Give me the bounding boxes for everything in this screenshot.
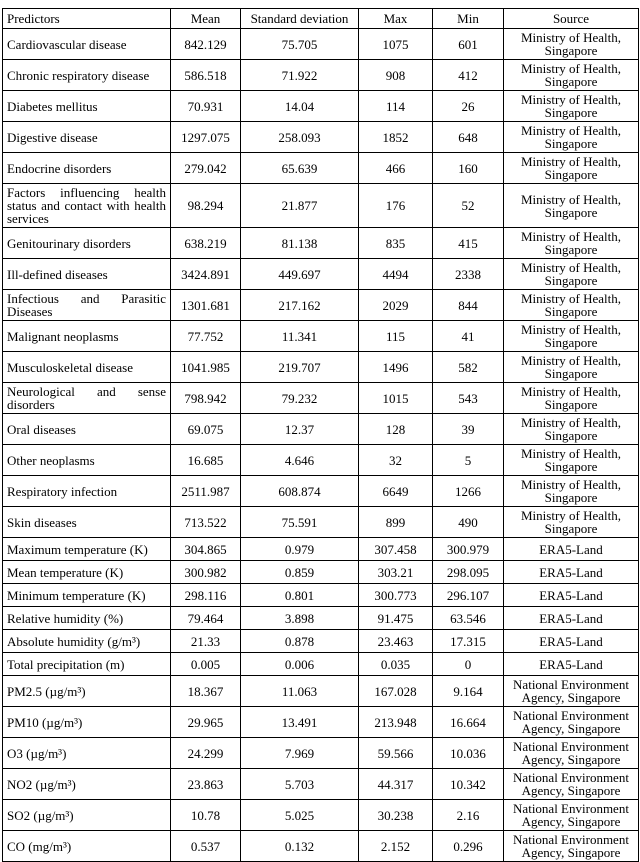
mean-cell: 300.982 — [171, 561, 241, 584]
predictor-cell: Maximum temperature (K) — [3, 538, 171, 561]
source-cell: Ministry of Health, Singapore — [504, 290, 639, 321]
predictor-cell: Oral diseases — [3, 414, 171, 445]
predictor-cell: Endocrine disorders — [3, 153, 171, 184]
max-cell: 908 — [359, 60, 433, 91]
source-cell: Ministry of Health, Singapore — [504, 476, 639, 507]
sd-cell: 5.703 — [241, 769, 359, 800]
table-row — [3, 445, 639, 476]
sd-cell: 75.591 — [241, 507, 359, 538]
mean-cell: 18.367 — [171, 676, 241, 707]
source-cell: ERA5-Land — [504, 538, 639, 561]
max-cell: 300.773 — [359, 584, 433, 607]
table-row — [3, 607, 639, 630]
predictor-cell: PM2.5 (µg/m³) — [3, 676, 171, 707]
min-cell: 52 — [433, 184, 504, 228]
table-row — [3, 122, 639, 153]
mean-cell: 279.042 — [171, 153, 241, 184]
source-cell: Ministry of Health, Singapore — [504, 184, 639, 228]
min-cell: 160 — [433, 153, 504, 184]
mean-cell: 16.685 — [171, 445, 241, 476]
sd-cell: 449.697 — [241, 259, 359, 290]
max-cell: 44.317 — [359, 769, 433, 800]
predictor-cell: Cardiovascular disease — [3, 29, 171, 60]
min-cell: 10.036 — [433, 738, 504, 769]
mean-cell: 842.129 — [171, 29, 241, 60]
sd-cell: 0.979 — [241, 538, 359, 561]
min-cell: 10.342 — [433, 769, 504, 800]
mean-cell: 79.464 — [171, 607, 241, 630]
min-cell: 5 — [433, 445, 504, 476]
max-cell: 303.21 — [359, 561, 433, 584]
table-row — [3, 60, 639, 91]
table-row — [3, 769, 639, 800]
max-cell: 91.475 — [359, 607, 433, 630]
max-cell: 114 — [359, 91, 433, 122]
column-header-min: Min — [433, 9, 504, 29]
sd-cell: 65.639 — [241, 153, 359, 184]
mean-cell: 0.005 — [171, 653, 241, 676]
table-row — [3, 630, 639, 653]
sd-cell: 12.37 — [241, 414, 359, 445]
table-row — [3, 584, 639, 607]
predictor-cell: CO (mg/m³) — [3, 831, 171, 862]
predictor-cell: Diabetes mellitus — [3, 91, 171, 122]
table-row — [3, 383, 639, 414]
max-cell: 1075 — [359, 29, 433, 60]
predictor-cell: Mean temperature (K) — [3, 561, 171, 584]
mean-cell: 2511.987 — [171, 476, 241, 507]
table-row — [3, 538, 639, 561]
predictor-cell: O3 (µg/m³) — [3, 738, 171, 769]
table-row — [3, 738, 639, 769]
mean-cell: 21.33 — [171, 630, 241, 653]
source-cell: ERA5-Land — [504, 607, 639, 630]
table-row — [3, 352, 639, 383]
source-cell: National Environment Agency, Singapore — [504, 831, 639, 862]
column-header-max: Max — [359, 9, 433, 29]
source-cell: National Environment Agency, Singapore — [504, 707, 639, 738]
max-cell: 59.566 — [359, 738, 433, 769]
source-cell: Ministry of Health, Singapore — [504, 321, 639, 352]
sd-cell: 258.093 — [241, 122, 359, 153]
column-header-predictors: Predictors — [3, 9, 171, 29]
predictor-cell: PM10 (µg/m³) — [3, 707, 171, 738]
sd-cell: 0.132 — [241, 831, 359, 862]
min-cell: 2.16 — [433, 800, 504, 831]
max-cell: 213.948 — [359, 707, 433, 738]
min-cell: 2338 — [433, 259, 504, 290]
sd-cell: 11.063 — [241, 676, 359, 707]
source-cell: National Environment Agency, Singapore — [504, 676, 639, 707]
sd-cell: 13.491 — [241, 707, 359, 738]
min-cell: 582 — [433, 352, 504, 383]
min-cell: 26 — [433, 91, 504, 122]
table-row — [3, 228, 639, 259]
sd-cell: 0.859 — [241, 561, 359, 584]
sd-cell: 79.232 — [241, 383, 359, 414]
mean-cell: 70.931 — [171, 91, 241, 122]
sd-cell: 5.025 — [241, 800, 359, 831]
max-cell: 30.238 — [359, 800, 433, 831]
mean-cell: 1041.985 — [171, 352, 241, 383]
table-row — [3, 476, 639, 507]
max-cell: 1852 — [359, 122, 433, 153]
sd-cell: 21.877 — [241, 184, 359, 228]
predictor-cell: Ill-defined diseases — [3, 259, 171, 290]
column-header-mean: Mean — [171, 9, 241, 29]
predictor-cell: Infectious and Parasitic Diseases — [3, 290, 171, 321]
sd-cell: 608.874 — [241, 476, 359, 507]
column-header-standard-deviation: Standard deviation — [241, 9, 359, 29]
max-cell: 115 — [359, 321, 433, 352]
table-header — [3, 9, 639, 29]
min-cell: 0.296 — [433, 831, 504, 862]
min-cell: 39 — [433, 414, 504, 445]
source-cell: Ministry of Health, Singapore — [504, 29, 639, 60]
min-cell: 490 — [433, 507, 504, 538]
predictor-cell: Chronic respiratory disease — [3, 60, 171, 91]
table-row — [3, 707, 639, 738]
source-cell: ERA5-Land — [504, 653, 639, 676]
table-row — [3, 184, 639, 228]
sd-cell: 11.341 — [241, 321, 359, 352]
max-cell: 6649 — [359, 476, 433, 507]
source-cell: Ministry of Health, Singapore — [504, 383, 639, 414]
mean-cell: 1297.075 — [171, 122, 241, 153]
min-cell: 543 — [433, 383, 504, 414]
source-cell: National Environment Agency, Singapore — [504, 738, 639, 769]
max-cell: 307.458 — [359, 538, 433, 561]
source-cell: ERA5-Land — [504, 561, 639, 584]
max-cell: 23.463 — [359, 630, 433, 653]
min-cell: 1266 — [433, 476, 504, 507]
max-cell: 0.035 — [359, 653, 433, 676]
predictor-cell: Digestive disease — [3, 122, 171, 153]
sd-cell: 217.162 — [241, 290, 359, 321]
mean-cell: 638.219 — [171, 228, 241, 259]
predictor-cell: Minimum temperature (K) — [3, 584, 171, 607]
source-cell: Ministry of Health, Singapore — [504, 122, 639, 153]
sd-cell: 71.922 — [241, 60, 359, 91]
mean-cell: 24.299 — [171, 738, 241, 769]
max-cell: 128 — [359, 414, 433, 445]
table-row — [3, 831, 639, 862]
min-cell: 296.107 — [433, 584, 504, 607]
table-row — [3, 653, 639, 676]
sd-cell: 7.969 — [241, 738, 359, 769]
min-cell: 648 — [433, 122, 504, 153]
mean-cell: 586.518 — [171, 60, 241, 91]
predictor-cell: Respiratory infection — [3, 476, 171, 507]
source-cell: Ministry of Health, Singapore — [504, 60, 639, 91]
mean-cell: 3424.891 — [171, 259, 241, 290]
max-cell: 2.152 — [359, 831, 433, 862]
source-cell: Ministry of Health, Singapore — [504, 507, 639, 538]
sd-cell: 0.801 — [241, 584, 359, 607]
source-cell: Ministry of Health, Singapore — [504, 445, 639, 476]
table-row — [3, 676, 639, 707]
source-cell: Ministry of Health, Singapore — [504, 153, 639, 184]
max-cell: 176 — [359, 184, 433, 228]
source-cell: Ministry of Health, Singapore — [504, 259, 639, 290]
max-cell: 466 — [359, 153, 433, 184]
table-row — [3, 290, 639, 321]
predictor-cell: Neurological and sense disorders — [3, 383, 171, 414]
sd-cell: 219.707 — [241, 352, 359, 383]
min-cell: 415 — [433, 228, 504, 259]
max-cell: 4494 — [359, 259, 433, 290]
predictor-cell: Skin diseases — [3, 507, 171, 538]
predictor-cell: Total precipitation (m) — [3, 653, 171, 676]
min-cell: 844 — [433, 290, 504, 321]
predictor-cell: NO2 (µg/m³) — [3, 769, 171, 800]
min-cell: 17.315 — [433, 630, 504, 653]
sd-cell: 3.898 — [241, 607, 359, 630]
max-cell: 835 — [359, 228, 433, 259]
predictor-cell: Other neoplasms — [3, 445, 171, 476]
mean-cell: 69.075 — [171, 414, 241, 445]
sd-cell: 75.705 — [241, 29, 359, 60]
mean-cell: 77.752 — [171, 321, 241, 352]
sd-cell: 0.878 — [241, 630, 359, 653]
predictor-cell: Factors influencing health status and contact with health services — [3, 184, 171, 228]
table-row — [3, 414, 639, 445]
source-cell: ERA5-Land — [504, 584, 639, 607]
min-cell: 300.979 — [433, 538, 504, 561]
table-row — [3, 29, 639, 60]
min-cell: 63.546 — [433, 607, 504, 630]
table-row — [3, 153, 639, 184]
source-cell: Ministry of Health, Singapore — [504, 91, 639, 122]
table-row — [3, 91, 639, 122]
max-cell: 167.028 — [359, 676, 433, 707]
table-row — [3, 321, 639, 352]
table-row — [3, 800, 639, 831]
max-cell: 1496 — [359, 352, 433, 383]
mean-cell: 713.522 — [171, 507, 241, 538]
mean-cell: 23.863 — [171, 769, 241, 800]
sd-cell: 14.04 — [241, 91, 359, 122]
table-header-row — [3, 9, 639, 29]
mean-cell: 798.942 — [171, 383, 241, 414]
predictor-cell: Musculoskeletal disease — [3, 352, 171, 383]
mean-cell: 1301.681 — [171, 290, 241, 321]
predictor-cell: SO2 (µg/m³) — [3, 800, 171, 831]
sd-cell: 81.138 — [241, 228, 359, 259]
table-row — [3, 259, 639, 290]
table-body — [3, 29, 639, 862]
max-cell: 32 — [359, 445, 433, 476]
source-cell: Ministry of Health, Singapore — [504, 228, 639, 259]
column-header-source: Source — [504, 9, 639, 29]
mean-cell: 0.537 — [171, 831, 241, 862]
predictor-cell: Genitourinary disorders — [3, 228, 171, 259]
source-cell: Ministry of Health, Singapore — [504, 352, 639, 383]
min-cell: 298.095 — [433, 561, 504, 584]
min-cell: 601 — [433, 29, 504, 60]
table-row — [3, 507, 639, 538]
source-cell: National Environment Agency, Singapore — [504, 769, 639, 800]
min-cell: 41 — [433, 321, 504, 352]
source-cell: Ministry of Health, Singapore — [504, 414, 639, 445]
max-cell: 1015 — [359, 383, 433, 414]
mean-cell: 298.116 — [171, 584, 241, 607]
source-cell: ERA5-Land — [504, 630, 639, 653]
max-cell: 2029 — [359, 290, 433, 321]
min-cell: 412 — [433, 60, 504, 91]
sd-cell: 0.006 — [241, 653, 359, 676]
table-row — [3, 561, 639, 584]
min-cell: 9.164 — [433, 676, 504, 707]
mean-cell: 98.294 — [171, 184, 241, 228]
max-cell: 899 — [359, 507, 433, 538]
source-cell: National Environment Agency, Singapore — [504, 800, 639, 831]
predictor-cell: Malignant neoplasms — [3, 321, 171, 352]
min-cell: 16.664 — [433, 707, 504, 738]
mean-cell: 10.78 — [171, 800, 241, 831]
predictor-cell: Relative humidity (%) — [3, 607, 171, 630]
mean-cell: 29.965 — [171, 707, 241, 738]
statistics-table — [2, 8, 639, 862]
predictor-cell: Absolute humidity (g/m³) — [3, 630, 171, 653]
min-cell: 0 — [433, 653, 504, 676]
mean-cell: 304.865 — [171, 538, 241, 561]
sd-cell: 4.646 — [241, 445, 359, 476]
